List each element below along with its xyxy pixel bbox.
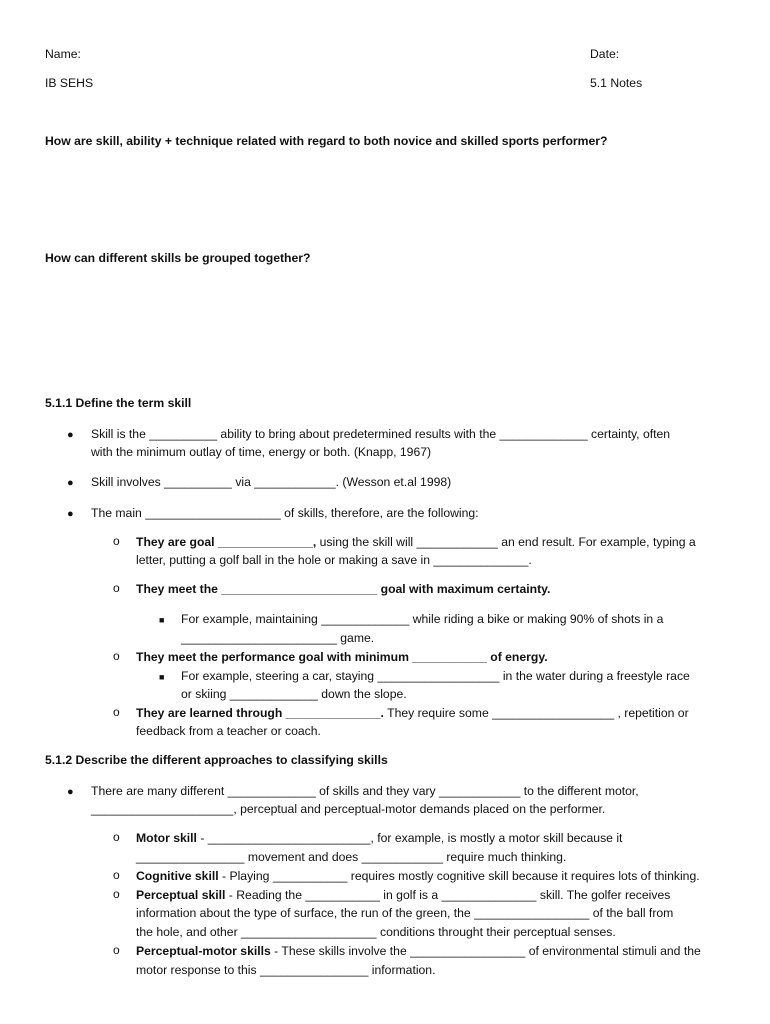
- bullet-glyph: ●: [67, 786, 74, 798]
- question-skill-ability-technique: How are skill, ability + technique related with regard to both novice and skilled sports performer?: [45, 134, 608, 148]
- subitem-line: letter, putting a golf ball in the hole or making a save in ______________.: [136, 553, 532, 567]
- subitem-line: [136, 944, 701, 958]
- section-heading-511: 5.1.1 Define the term skill: [45, 396, 192, 410]
- square-glyph: ■: [159, 615, 165, 625]
- subitem-line: For example, steering a car, staying __________________ in the water during a freestyle race: [181, 669, 690, 683]
- section-heading-512: 5.1.2 Describe the different approaches to classifying skills: [45, 753, 388, 767]
- subitem-line: [136, 535, 696, 549]
- course-label: IB SEHS: [45, 76, 94, 90]
- circle-glyph: o: [113, 534, 120, 548]
- bullet-glyph: ●: [67, 508, 74, 520]
- bullet-line: _____________________, perceptual and perceptual-motor demands placed on the performer.: [91, 802, 606, 816]
- subitem-text: They require some __________________ , repetition or: [383, 706, 689, 720]
- circle-glyph: o: [113, 887, 120, 901]
- circle-glyph: o: [113, 868, 120, 882]
- subitem-text: using the skill will ____________ an end result. For example, typing a: [316, 535, 696, 549]
- subitem-line: ________________ movement and does ____________ require much thinking.: [136, 850, 567, 864]
- circle-glyph: o: [113, 705, 120, 719]
- subitem-text: - Playing ___________ requires mostly cognitive skill because it requires lots of thinking.: [218, 869, 700, 883]
- subitem-line: [136, 831, 622, 845]
- subitem-line: motor response to this ________________ information.: [136, 963, 436, 977]
- subitem-line: [136, 888, 670, 902]
- circle-glyph: o: [113, 943, 120, 957]
- subitem-text: - These skills involve the _________________ of environmental stimuli and the: [270, 944, 701, 958]
- subitem-line: They meet the _______________________ goal with maximum certainty.: [136, 582, 551, 596]
- subitem-line: _______________________ game.: [181, 631, 375, 645]
- bullet-line: with the minimum outlay of time, energy or both. (Knapp, 1967): [91, 445, 432, 459]
- subitem-bold: Perceptual skill: [136, 888, 226, 902]
- subitem-bold: They are goal ______________,: [136, 535, 317, 549]
- bullet-line: The main ____________________ of skills, therefore, are the following:: [91, 506, 479, 520]
- subitem-line: information about the type of surface, the run of the green, the _________________ of the ball from: [136, 906, 674, 920]
- question-grouping-skills: How can different skills be grouped together?: [45, 251, 311, 265]
- circle-glyph: o: [113, 581, 120, 595]
- subitem-bold: They are learned through ______________.: [136, 706, 384, 720]
- subitem-line: or skiing _____________ down the slope.: [181, 687, 407, 701]
- square-glyph: ■: [159, 672, 165, 682]
- bullet-line: There are many different _____________ of skills and they vary ____________ to the different motor,: [91, 784, 639, 798]
- name-label: Name:: [45, 47, 81, 61]
- subitem-line: feedback from a teacher or coach.: [136, 724, 321, 738]
- notes-label: 5.1 Notes: [590, 76, 643, 90]
- date-label: Date:: [590, 47, 620, 61]
- circle-glyph: o: [113, 649, 120, 663]
- bullet-glyph: ●: [67, 429, 74, 441]
- subitem-text: - Reading the ___________ in golf is a ______________ skill. The golfer receives: [225, 888, 671, 902]
- subitem-line: [136, 869, 700, 883]
- bullet-line: Skill involves __________ via ____________. (Wesson et.al 1998): [91, 475, 452, 489]
- subitem-line: They meet the performance goal with minimum ___________ of energy.: [136, 650, 548, 664]
- subitem-line: For example, maintaining _____________ while riding a bike or making 90% of shots in a: [181, 612, 664, 626]
- bullet-glyph: ●: [67, 477, 74, 489]
- subitem-bold: Motor skill: [136, 831, 197, 845]
- subitem-text: - ________________________, for example, is mostly a motor skill because it: [196, 831, 623, 845]
- subitem-line: [136, 706, 689, 720]
- subitem-line: the hole, and other ____________________ conditions throught their perceptual senses.: [136, 925, 616, 939]
- circle-glyph: o: [113, 830, 120, 844]
- subitem-bold: Perceptual-motor skills: [136, 944, 271, 958]
- subitem-bold: Cognitive skill: [136, 869, 219, 883]
- bullet-line: Skill is the __________ ability to bring about predetermined results with the _____________ certainty, often: [91, 427, 671, 441]
